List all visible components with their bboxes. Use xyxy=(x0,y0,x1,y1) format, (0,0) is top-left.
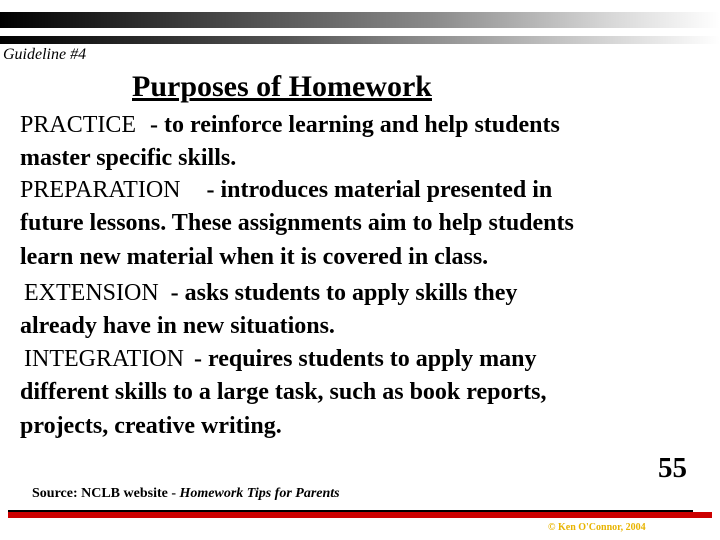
source-citation xyxy=(32,486,340,502)
extension-line xyxy=(24,280,517,307)
extension-line-2: already have in new situations. xyxy=(20,313,335,339)
source-title: Homework Tips for Parents xyxy=(179,486,340,501)
integration-term: INTEGRATION xyxy=(24,346,184,372)
practice-term: PRACTICE xyxy=(20,112,137,138)
header-rule xyxy=(0,36,720,44)
header-gradient-bar xyxy=(0,12,720,28)
copyright-notice: © Ken O'Connor, 2004 xyxy=(548,522,646,533)
integration-description: - requires students to apply many xyxy=(193,346,537,372)
practice-line-2: master specific skills. xyxy=(20,145,237,171)
preparation-line-2: future lessons. These assignments aim to help students xyxy=(20,210,574,236)
extension-description: - asks students to apply skills they xyxy=(170,280,518,306)
practice-description: - to reinforce learning and help students xyxy=(150,112,560,138)
preparation-line xyxy=(20,177,552,204)
preparation-term: PREPARATION xyxy=(20,177,181,203)
guideline-label: Guideline #4 xyxy=(3,46,87,63)
extension-term: EXTENSION xyxy=(24,280,159,306)
integration-line-3: projects, creative writing. xyxy=(20,413,282,439)
footer-rule xyxy=(8,512,712,518)
preparation-line-3: learn new material when it is covered in class. xyxy=(20,244,489,270)
slide-number: 55 xyxy=(658,452,687,484)
preparation-description: - introduces material presented in xyxy=(206,177,553,203)
integration-line xyxy=(24,346,536,373)
practice-line xyxy=(20,112,560,139)
page-title: Purposes of Homework xyxy=(132,70,432,103)
source-prefix: Source: NCLB website - xyxy=(32,486,180,501)
integration-line-2: different skills to a large task, such as book reports, xyxy=(20,379,547,405)
